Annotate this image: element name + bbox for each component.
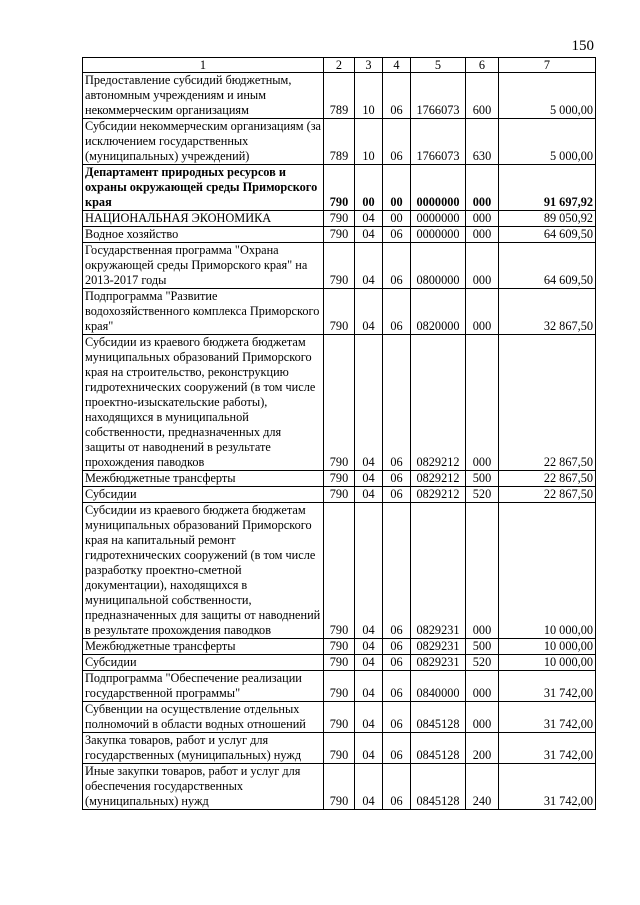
row-amount-cell: 64 609,50: [499, 227, 596, 243]
row-code-6-cell: 000: [466, 165, 499, 211]
row-code-2-cell: 790: [324, 227, 355, 243]
row-code-6-cell: 500: [466, 471, 499, 487]
row-code-5-cell: 0829231: [411, 655, 466, 671]
row-amount-cell: 31 742,00: [499, 671, 596, 702]
row-code-4-cell: 06: [383, 639, 411, 655]
header-col-6: 6: [466, 58, 499, 73]
row-code-5-cell: 0000000: [411, 211, 466, 227]
row-code-5-cell: 0845128: [411, 733, 466, 764]
row-amount-cell: 5 000,00: [499, 119, 596, 165]
table-row: [83, 702, 596, 733]
row-code-5-cell: 0845128: [411, 764, 466, 810]
row-code-3-cell: 04: [355, 243, 383, 289]
table-row: [83, 764, 596, 810]
table-row: [83, 119, 596, 165]
table-row: [83, 289, 596, 335]
table-header: [83, 58, 596, 73]
row-code-2-cell: 790: [324, 471, 355, 487]
row-code-4-cell: 06: [383, 471, 411, 487]
row-code-5-cell: 0800000: [411, 243, 466, 289]
row-name-cell: Субсидии: [83, 487, 324, 503]
row-code-6-cell: 600: [466, 73, 499, 119]
row-code-4-cell: 06: [383, 335, 411, 471]
row-code-3-cell: 10: [355, 73, 383, 119]
row-code-6-cell: 000: [466, 335, 499, 471]
row-code-3-cell: 04: [355, 733, 383, 764]
row-code-5-cell: 0820000: [411, 289, 466, 335]
row-code-3-cell: 04: [355, 655, 383, 671]
row-amount-cell: 10 000,00: [499, 639, 596, 655]
row-code-5-cell: 0840000: [411, 671, 466, 702]
row-code-5-cell: 0000000: [411, 165, 466, 211]
table-row: [83, 471, 596, 487]
row-name-cell: Субсидии некоммерческим организациям (за исключением государственных (муниципальных) учреждений): [83, 119, 324, 165]
row-amount-cell: 22 867,50: [499, 335, 596, 471]
row-code-3-cell: 04: [355, 702, 383, 733]
table-row: [83, 165, 596, 211]
row-code-2-cell: 790: [324, 655, 355, 671]
row-amount-cell: 10 000,00: [499, 503, 596, 639]
row-code-5-cell: 0829231: [411, 503, 466, 639]
row-amount-cell: 10 000,00: [499, 655, 596, 671]
row-code-2-cell: 790: [324, 487, 355, 503]
row-name-cell: Иные закупки товаров, работ и услуг для обеспечения государственных (муниципальных) нужд: [83, 764, 324, 810]
row-code-4-cell: 06: [383, 655, 411, 671]
row-code-4-cell: 06: [383, 289, 411, 335]
row-code-2-cell: 790: [324, 211, 355, 227]
row-name-cell: Водное хозяйство: [83, 227, 324, 243]
row-code-3-cell: 04: [355, 335, 383, 471]
row-code-6-cell: 000: [466, 671, 499, 702]
row-code-5-cell: 0845128: [411, 702, 466, 733]
row-code-4-cell: 06: [383, 733, 411, 764]
row-code-5-cell: 1766073: [411, 119, 466, 165]
row-name-cell: Субсидии: [83, 655, 324, 671]
row-code-6-cell: 000: [466, 243, 499, 289]
row-code-2-cell: 790: [324, 165, 355, 211]
table-row: [83, 639, 596, 655]
row-code-2-cell: 790: [324, 764, 355, 810]
row-code-4-cell: 06: [383, 119, 411, 165]
row-name-cell: НАЦИОНАЛЬНАЯ ЭКОНОМИКА: [83, 211, 324, 227]
row-code-6-cell: 240: [466, 764, 499, 810]
row-code-4-cell: 06: [383, 73, 411, 119]
row-code-2-cell: 789: [324, 73, 355, 119]
row-code-6-cell: 500: [466, 639, 499, 655]
row-code-6-cell: 520: [466, 655, 499, 671]
row-code-4-cell: 06: [383, 702, 411, 733]
row-code-4-cell: 00: [383, 211, 411, 227]
row-code-3-cell: 04: [355, 764, 383, 810]
budget-table: [82, 57, 596, 810]
row-amount-cell: 22 867,50: [499, 487, 596, 503]
row-code-3-cell: 04: [355, 211, 383, 227]
header-col-3: 3: [355, 58, 383, 73]
row-name-cell: Подпрограмма "Обеспечение реализации государственной программы": [83, 671, 324, 702]
row-name-cell: Предоставление субсидий бюджетным, автономным учреждениям и иным некоммерческим организациям: [83, 73, 324, 119]
row-amount-cell: 22 867,50: [499, 471, 596, 487]
row-code-3-cell: 04: [355, 487, 383, 503]
row-code-4-cell: 06: [383, 487, 411, 503]
row-code-3-cell: 04: [355, 227, 383, 243]
row-name-cell: Подпрограмма "Развитие водохозяйственного комплекса Приморского края": [83, 289, 324, 335]
row-code-6-cell: 000: [466, 227, 499, 243]
row-code-5-cell: 0000000: [411, 227, 466, 243]
row-code-2-cell: 789: [324, 119, 355, 165]
row-code-2-cell: 790: [324, 503, 355, 639]
row-code-6-cell: 000: [466, 289, 499, 335]
row-code-3-cell: 04: [355, 471, 383, 487]
row-code-4-cell: 06: [383, 764, 411, 810]
row-amount-cell: 31 742,00: [499, 764, 596, 810]
page-number: 150: [571, 38, 594, 54]
table-row: [83, 503, 596, 639]
row-code-3-cell: 04: [355, 289, 383, 335]
row-amount-cell: 64 609,50: [499, 243, 596, 289]
row-amount-cell: 31 742,00: [499, 733, 596, 764]
row-code-2-cell: 790: [324, 335, 355, 471]
row-code-6-cell: 200: [466, 733, 499, 764]
table-row: [83, 243, 596, 289]
row-name-cell: Закупка товаров, работ и услуг для государственных (муниципальных) нужд: [83, 733, 324, 764]
row-code-5-cell: 0829212: [411, 335, 466, 471]
row-code-2-cell: 790: [324, 243, 355, 289]
row-code-6-cell: 000: [466, 211, 499, 227]
row-code-3-cell: 10: [355, 119, 383, 165]
table-row: [83, 335, 596, 471]
row-name-cell: Субсидии из краевого бюджета бюджетам муниципальных образований Приморского края на капитальный ремонт гидротехнических сооружений (в том числе разработку проектно-сметной документации), находящихся в муниципальной собственности, предназначенных для защиты от наводнений в результате прохождения паводков: [83, 503, 324, 639]
row-code-3-cell: 04: [355, 503, 383, 639]
row-name-cell: Межбюджетные трансферты: [83, 471, 324, 487]
row-name-cell: Межбюджетные трансферты: [83, 639, 324, 655]
row-code-2-cell: 790: [324, 639, 355, 655]
header-col-4: 4: [383, 58, 411, 73]
table-row: [83, 655, 596, 671]
table-row: [83, 73, 596, 119]
row-code-3-cell: 04: [355, 671, 383, 702]
row-name-cell: Государственная программа "Охрана окружающей среды Приморского края" на 2013-2017 годы: [83, 243, 324, 289]
header-col-5: 5: [411, 58, 466, 73]
row-code-3-cell: 04: [355, 639, 383, 655]
header-col-1: 1: [83, 58, 324, 73]
row-code-2-cell: 790: [324, 733, 355, 764]
row-name-cell: Департамент природных ресурсов и охраны окружающей среды Приморского края: [83, 165, 324, 211]
row-name-cell: Субвенции на осуществление отдельных полномочий в области водных отношений: [83, 702, 324, 733]
row-amount-cell: 32 867,50: [499, 289, 596, 335]
header-col-7: 7: [499, 58, 596, 73]
row-code-5-cell: 0829231: [411, 639, 466, 655]
row-code-4-cell: 06: [383, 671, 411, 702]
table-row: [83, 671, 596, 702]
row-code-4-cell: 00: [383, 165, 411, 211]
table-row: [83, 211, 596, 227]
row-amount-cell: 5 000,00: [499, 73, 596, 119]
row-amount-cell: 89 050,92: [499, 211, 596, 227]
row-code-6-cell: 630: [466, 119, 499, 165]
row-code-5-cell: 1766073: [411, 73, 466, 119]
row-code-3-cell: 00: [355, 165, 383, 211]
row-code-4-cell: 06: [383, 243, 411, 289]
table-row: [83, 487, 596, 503]
row-code-6-cell: 000: [466, 503, 499, 639]
row-code-5-cell: 0829212: [411, 487, 466, 503]
row-code-6-cell: 000: [466, 702, 499, 733]
table-body: [83, 73, 596, 810]
row-code-2-cell: 790: [324, 702, 355, 733]
row-code-4-cell: 06: [383, 227, 411, 243]
row-amount-cell: 31 742,00: [499, 702, 596, 733]
row-amount-cell: 91 697,92: [499, 165, 596, 211]
row-code-4-cell: 06: [383, 503, 411, 639]
row-code-2-cell: 790: [324, 289, 355, 335]
header-row: [83, 58, 596, 73]
row-code-2-cell: 790: [324, 671, 355, 702]
row-code-6-cell: 520: [466, 487, 499, 503]
row-name-cell: Субсидии из краевого бюджета бюджетам муниципальных образований Приморского края на строительство, реконструкцию гидротехнических сооружений (в том числе проектно-изыскательские работы), находящихся в муниципальной собственности, предназначенных для защиты от наводнений в результате прохождения паводков: [83, 335, 324, 471]
table-row: [83, 733, 596, 764]
row-code-5-cell: 0829212: [411, 471, 466, 487]
table-row: [83, 227, 596, 243]
header-col-2: 2: [324, 58, 355, 73]
